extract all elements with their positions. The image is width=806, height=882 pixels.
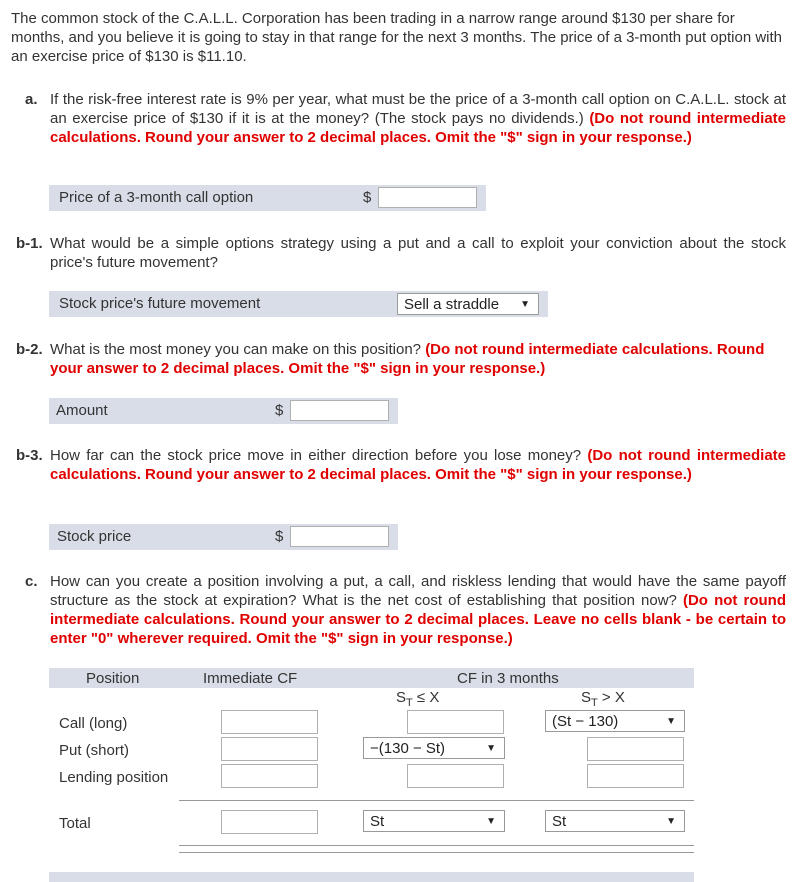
question-b3-instructions: (Do not round intermediate calculations. Round your answer to 2 decimal places. Omit the "$" sign in your response.) [50, 447, 787, 483]
lending-immediate-cf-input[interactable] [221, 764, 318, 788]
problem-intro: The common stock of the C.A.L.L. Corporation has been trading in a narrow range around $130 per share for months, and you believe it is going to stay in that range for the next 3 months. The price of a 3-month put option with an exercise price of $130 is $11.10. [11, 10, 783, 65]
strategy-label: Stock price's future movement [59, 295, 261, 312]
table-header [49, 668, 694, 688]
question-b2-instructions: (Do not round intermediate calculations. Round your answer to 2 decimal places. Omit the "$" sign in your response.) [50, 341, 765, 377]
header-st-gt-x: $S_T > X$ [581, 689, 625, 709]
question-b3-text: How far can the stock price move in either direction before you lose money? [50, 447, 582, 464]
header-cf-3-months: CF in 3 months [457, 670, 559, 687]
question-b2-label: b-2. [16, 341, 43, 358]
lending-st-le-x-input[interactable] [407, 764, 504, 788]
header-position: Position [86, 670, 140, 687]
question-c [25, 572, 787, 652]
question-b1 [16, 234, 787, 274]
dropdown-arrow-icon: ▼ [486, 816, 496, 827]
row-call-long-label: Call (long) [59, 715, 128, 732]
question-a [25, 90, 787, 170]
put-immediate-cf-input[interactable] [221, 737, 318, 761]
lending-st-gt-x-input[interactable] [587, 764, 684, 788]
question-b1-label: b-1. [16, 235, 43, 252]
row-put-short-label: Put (short) [59, 742, 130, 759]
double-rule-top [179, 845, 694, 846]
question-b1-text: What would be a simple options strategy using a put and a call to exploit your conviction about the stock price's future movement? [50, 235, 786, 271]
row-lending-label: Lending position [59, 769, 169, 786]
total-st-gt-x-select[interactable]: St ▼ [545, 810, 685, 832]
question-c-label: c. [25, 573, 38, 590]
call-price-row [49, 185, 486, 211]
dropdown-arrow-icon: ▼ [666, 816, 676, 827]
dollar-sign: $ [275, 528, 284, 545]
call-immediate-cf-input[interactable] [221, 710, 318, 734]
question-c-text: How can you create a position involving a put, a call, and riskless lending that would have the same payoff structure as the stock at expiration? What is the net cost of establishing that position now? [50, 573, 786, 609]
call-st-gt-x-select[interactable]: (St − 130) ▼ [545, 710, 685, 732]
strategy-row [49, 291, 548, 317]
call-price-input[interactable] [378, 187, 477, 208]
total-divider [179, 800, 694, 801]
double-rule-bottom [179, 852, 694, 853]
table-footer-bar [49, 872, 694, 882]
call-st-le-x-input[interactable] [407, 710, 504, 734]
dropdown-arrow-icon: ▼ [486, 743, 496, 754]
put-st-gt-x-input[interactable] [587, 737, 684, 761]
dollar-sign: $ [363, 189, 372, 206]
question-a-text: If the risk-free interest rate is 9% per year, what must be the price of a 3-month call option on C.A.L.L. stock at an exercise price of $130 if it is at the money? (The stock pays no dividends.) [50, 91, 786, 127]
dropdown-arrow-icon: ▼ [666, 716, 676, 727]
question-b3 [16, 446, 787, 506]
dollar-sign: $ [275, 402, 284, 419]
strategy-select[interactable] [397, 293, 539, 315]
amount-input[interactable] [290, 400, 389, 421]
total-immediate-cf-input[interactable] [221, 810, 318, 834]
dropdown-arrow-icon: ▼ [520, 299, 530, 310]
amount-row [49, 398, 398, 424]
question-b2 [16, 340, 787, 380]
stock-price-input[interactable] [290, 526, 389, 547]
question-c-instructions: (Do not round intermediate calculations. Round your answer to 2 decimal places. Leave no cells blank - be certain to enter "0" wherever required. Omit the "$" sign in your response.) [50, 592, 786, 647]
put-st-le-x-select[interactable]: −(130 − St) ▼ [363, 737, 505, 759]
stock-price-row [49, 524, 398, 550]
row-total-label: Total [59, 815, 91, 832]
header-immediate-cf: Immediate CF [203, 670, 298, 687]
amount-label: Amount [56, 402, 108, 419]
header-st-le-x: $S_T \le X$ [396, 689, 440, 709]
question-a-label: a. [25, 91, 38, 108]
strategy-selected-value: Sell a straddle [404, 296, 500, 313]
stock-price-label: Stock price [57, 528, 132, 545]
call-price-label: Price of a 3-month call option [59, 189, 254, 206]
total-st-le-x-select[interactable]: St ▼ [363, 810, 505, 832]
question-b2-text: What is the most money you can make on this position? [50, 341, 422, 358]
question-b3-label: b-3. [16, 447, 43, 464]
question-a-instructions: (Do not round intermediate calculations. Round your answer to 2 decimal places. Omit the "$" sign in your response.) [50, 110, 787, 146]
